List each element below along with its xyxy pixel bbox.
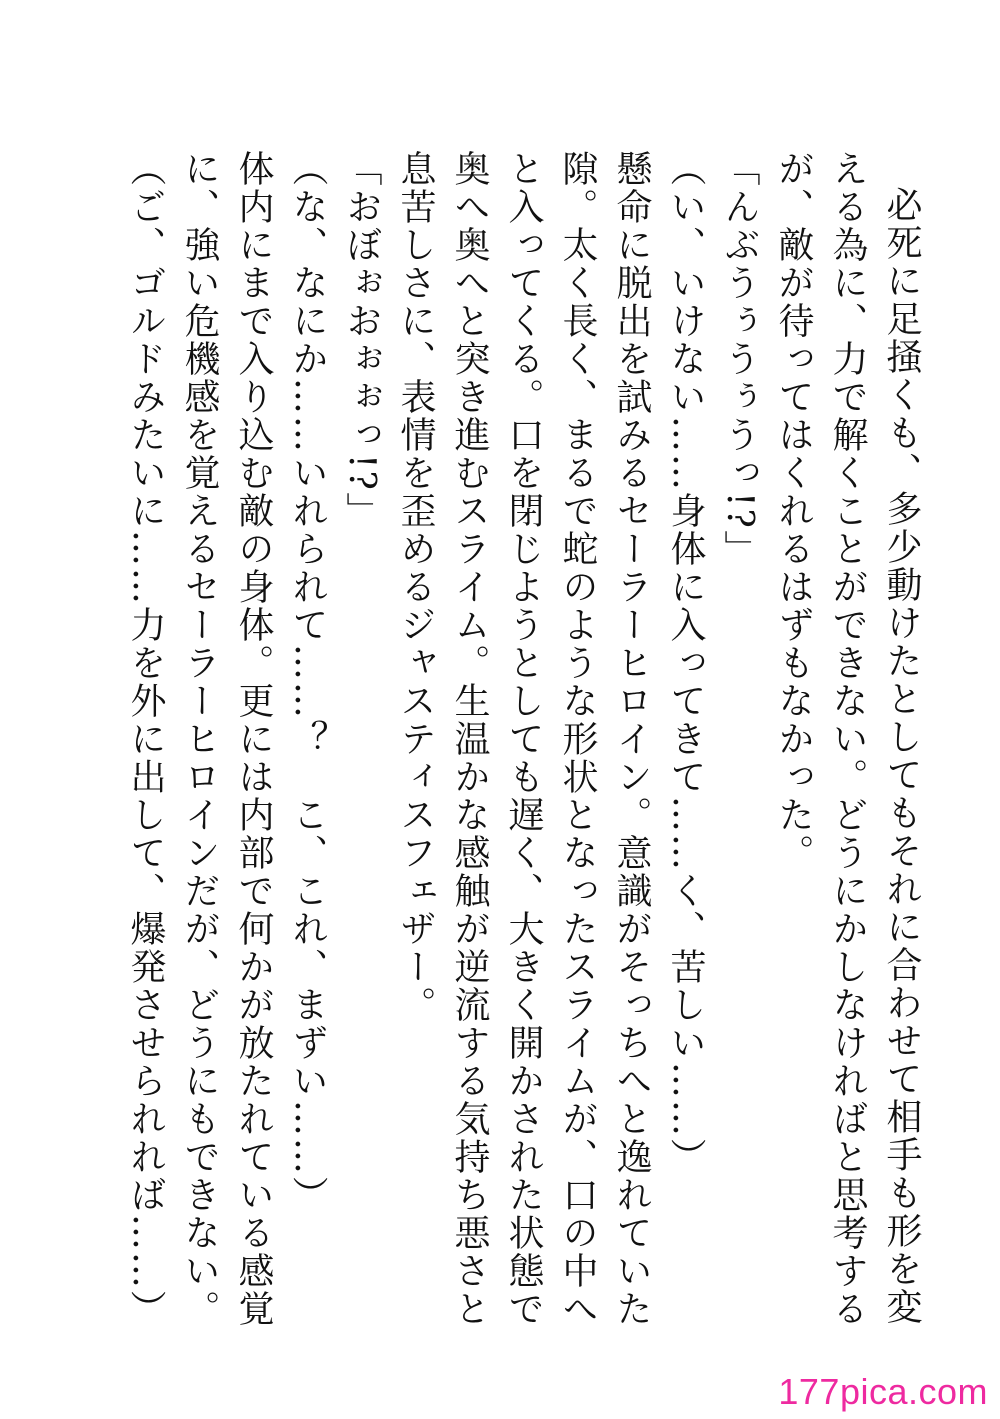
paragraph-2: 「んぶうぅうぅうっ!?」 — [719, 150, 760, 568]
novel-text-block — [118, 150, 928, 1350]
paragraph-5: 「おぼぉおぉぉっ!?」 — [341, 150, 382, 530]
paragraph-1: 必死に足掻くも、多少動けたとしてもそれに合わせて相手も形を変える為に、力で解くことができない。どうにかしなければと思考するが、敵が待ってはくれるはずもなかった。 — [773, 150, 922, 1328]
paragraph-3: （い、いけない……身体に入ってきて……く、苦しい……） — [665, 150, 706, 1176]
paragraph-4: 懸命に脱出を試みるセーラーヒロイン。意識がそっちへと逸れていた隙。太く長く、まるで蛇のような形状となったスライムが、口の中へと入ってくる。口を閉じようとしても遅く、大きく開かされた状態で奥へ奥へと突き進むスライム。生温かな感触が逆流する気持ち悪さと息苦しさに、表情を歪めるジャスティスフェザー。 — [395, 150, 652, 1328]
paragraph-8: （ご、ゴルドみたいに……力を外に出して、爆発させられれば……） — [125, 150, 166, 1328]
watermark: 177pica.com — [778, 1371, 988, 1412]
paragraph-6: （な、なにか……いれられて……？ こ、これ、まずい……） — [287, 150, 328, 1214]
paragraph-7: 体内にまで入り込む敵の身体。更には内部で何かが放たれている感覚に、強い危機感を覚えるセーラーヒロインだが、どうにもできない。 — [179, 150, 274, 1328]
